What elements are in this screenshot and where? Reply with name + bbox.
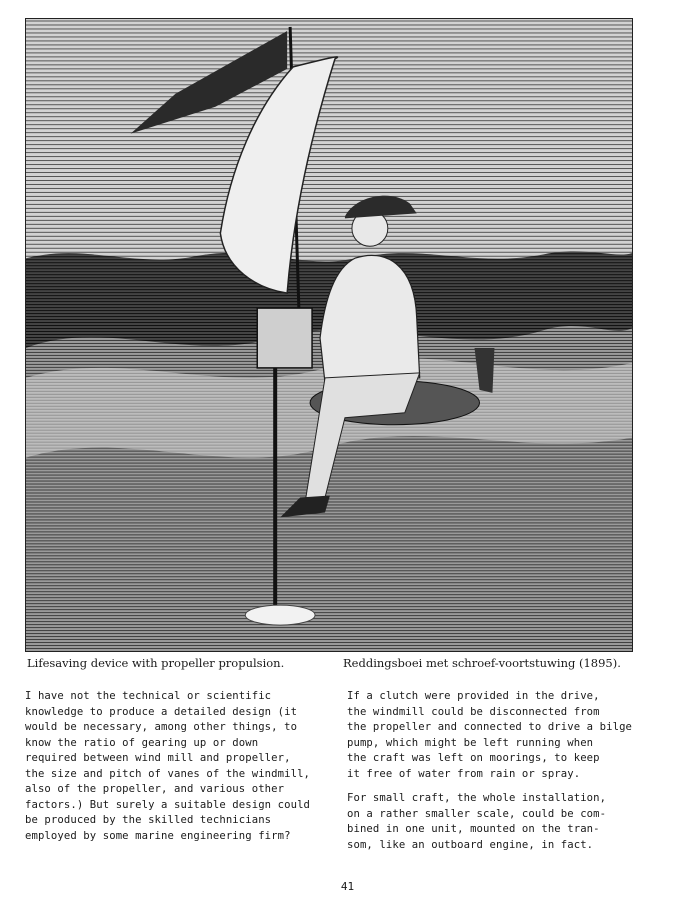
text-line: the propeller and connected to drive a bilge bbox=[347, 721, 633, 733]
text-line: pump, which might be left running when bbox=[347, 736, 594, 749]
gear-frame bbox=[257, 308, 312, 368]
text-line: on a rather smaller scale, could be com- bbox=[347, 807, 607, 820]
engraving-svg bbox=[26, 19, 632, 651]
text-line: be produced by the skilled technicians bbox=[25, 814, 272, 826]
text-line: it free of water from rain or spray. bbox=[347, 767, 581, 780]
text-line: also of the propeller, and various other bbox=[25, 783, 285, 795]
text-line: som, like an outboard engine, in fact. bbox=[347, 838, 594, 851]
text-line: would be necessary, among other things, to bbox=[25, 721, 298, 733]
water-splash bbox=[245, 605, 315, 625]
page-number: 41 bbox=[340, 880, 355, 893]
text-line: the windmill could be disconnected from bbox=[347, 705, 600, 718]
engraving-illustration bbox=[25, 18, 633, 652]
text-line: employed by some marine engineering firm? bbox=[25, 829, 291, 842]
body-column-left bbox=[25, 689, 325, 844]
text-line: If a clutch were provided in the drive, bbox=[347, 690, 600, 702]
body-column-right bbox=[347, 689, 647, 853]
text-line: the craft was left on moorings, to keep bbox=[347, 752, 600, 764]
text-line: For small craft, the whole installation, bbox=[347, 792, 607, 804]
text-line: I have not the technical or scientific bbox=[25, 690, 272, 702]
text-line: the size and pitch of vanes of the windmill, bbox=[25, 767, 311, 780]
text-line: factors.) But surely a suitable design could bbox=[25, 798, 311, 811]
caption-english: Lifesaving device with propeller propulsion. bbox=[27, 656, 285, 670]
caption-dutch: Reddingsboei met schroef-voortstuwing (1895). bbox=[343, 656, 621, 670]
paragraph-gap bbox=[347, 782, 647, 791]
text-line: bined in one unit, mounted on the tran- bbox=[347, 823, 600, 835]
text-line: knowledge to produce a detailed design (it bbox=[25, 705, 298, 718]
text-line: required between wind mill and propeller, bbox=[25, 752, 291, 764]
text-line: know the ratio of gearing up or down bbox=[25, 736, 259, 749]
